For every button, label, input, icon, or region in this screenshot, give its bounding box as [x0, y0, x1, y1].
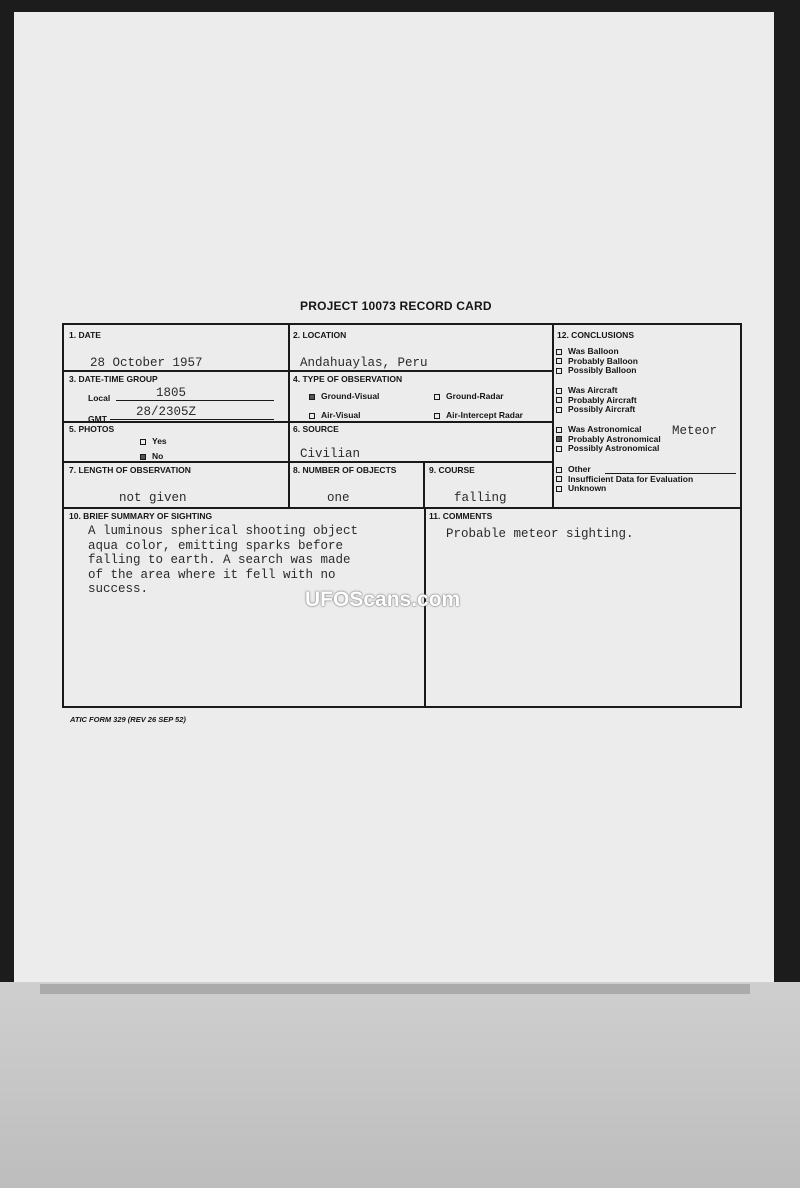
summary-line: A luminous spherical shooting object	[88, 524, 359, 538]
conclusion-option: Possibly Astronomical	[568, 443, 660, 453]
summary-label: 10. BRIEF SUMMARY OF SIGHTING	[69, 511, 213, 521]
checkbox-ground-visual	[309, 394, 315, 400]
location-value: Andahuaylas, Peru	[300, 356, 428, 370]
conclusions-label: 12. CONCLUSIONS	[557, 330, 634, 340]
gmt-value: 28/2305Z	[136, 405, 197, 419]
number-of-objects-label: 8. NUMBER OF OBJECTS	[293, 465, 397, 475]
option-ground-visual: Ground-Visual	[309, 391, 379, 401]
photos-yes: Yes	[140, 436, 167, 446]
lower-sheet	[0, 982, 800, 1188]
local-time-label: Local	[88, 393, 111, 403]
date-value: 28 October 1957	[90, 356, 203, 370]
conclusion-option: Probably Aircraft	[568, 394, 637, 405]
conclusions-group-balloon	[556, 347, 744, 376]
conclusion-option: Probably Astronomical	[568, 433, 661, 444]
length-of-observation-value: not given	[119, 491, 187, 505]
summary-line: falling to earth. A search was made	[88, 553, 351, 567]
conclusions-group-other	[556, 465, 744, 494]
checkbox-air-intercept-radar	[434, 413, 440, 419]
conclusion-option: Probably Balloon	[568, 355, 638, 366]
checkbox	[556, 368, 562, 374]
option-air-visual: Air-Visual	[309, 410, 361, 420]
checkbox-checked	[556, 436, 562, 442]
source-label: 6. SOURCE	[293, 424, 339, 434]
conclusion-option: Was Balloon	[568, 346, 619, 356]
conclusion-option: Was Aircraft	[568, 385, 618, 395]
checkbox	[556, 388, 562, 394]
summary-line: of the area where it fell with no	[88, 567, 336, 582]
gmt-label: GMT	[88, 414, 107, 424]
watermark: UFOScans.com	[305, 588, 461, 611]
checkbox	[556, 476, 562, 482]
checkbox	[556, 446, 562, 452]
conclusions-group-aircraft	[556, 386, 744, 415]
conclusion-option: Possibly Balloon	[568, 365, 637, 375]
option-ground-radar: Ground-Radar	[434, 391, 504, 401]
local-time-value: 1805	[156, 386, 187, 400]
checkbox-photos-yes	[140, 439, 146, 445]
conclusion-option: Insufficient Data for Evaluation	[568, 473, 694, 484]
checkbox	[556, 397, 562, 403]
option-air-intercept-radar: Air-Intercept Radar	[434, 410, 523, 420]
conclusion-option: Was Astronomical	[568, 424, 642, 434]
checkbox-photos-no	[140, 454, 146, 460]
form-footer: ATIC FORM 329 (REV 26 SEP 52)	[70, 715, 186, 724]
course-label: 9. COURSE	[429, 465, 475, 475]
summary-line: aqua color, emitting sparks before	[88, 538, 344, 553]
location-label: 2. LOCATION	[293, 330, 347, 340]
comments-label: 11. COMMENTS	[429, 511, 493, 521]
photos-no: No	[140, 451, 163, 461]
checkbox-air-visual	[309, 413, 315, 419]
photos-label: 5. PHOTOS	[69, 424, 115, 434]
comments-value: Probable meteor sighting.	[446, 527, 634, 541]
astronomical-note: Meteor	[672, 424, 718, 438]
date-time-group-label: 3. DATE-TIME GROUP	[69, 374, 158, 384]
source-value: Civilian	[300, 447, 361, 461]
conclusion-option: Other	[568, 464, 591, 474]
card-title: PROJECT 10073 RECORD CARD	[300, 299, 492, 313]
checkbox	[556, 407, 562, 413]
checkbox	[556, 486, 562, 492]
length-of-observation-label: 7. LENGTH OF OBSERVATION	[69, 465, 191, 475]
summary-line: success.	[88, 582, 149, 596]
summary-text	[88, 524, 418, 597]
date-label: 1. DATE	[69, 330, 101, 340]
checkbox-ground-radar	[434, 394, 440, 400]
checkbox	[556, 349, 562, 355]
type-of-observation-label: 4. TYPE OF OBSERVATION	[293, 374, 403, 384]
checkbox	[556, 427, 562, 433]
number-of-objects-value: one	[327, 491, 350, 505]
checkbox	[556, 358, 562, 364]
conclusion-option: Possibly Aircraft	[568, 404, 636, 414]
checkbox	[556, 467, 562, 473]
conclusion-option: Unknown	[568, 483, 607, 493]
course-value: falling	[454, 491, 507, 505]
record-card	[62, 323, 742, 708]
paper-shadow	[40, 984, 750, 994]
